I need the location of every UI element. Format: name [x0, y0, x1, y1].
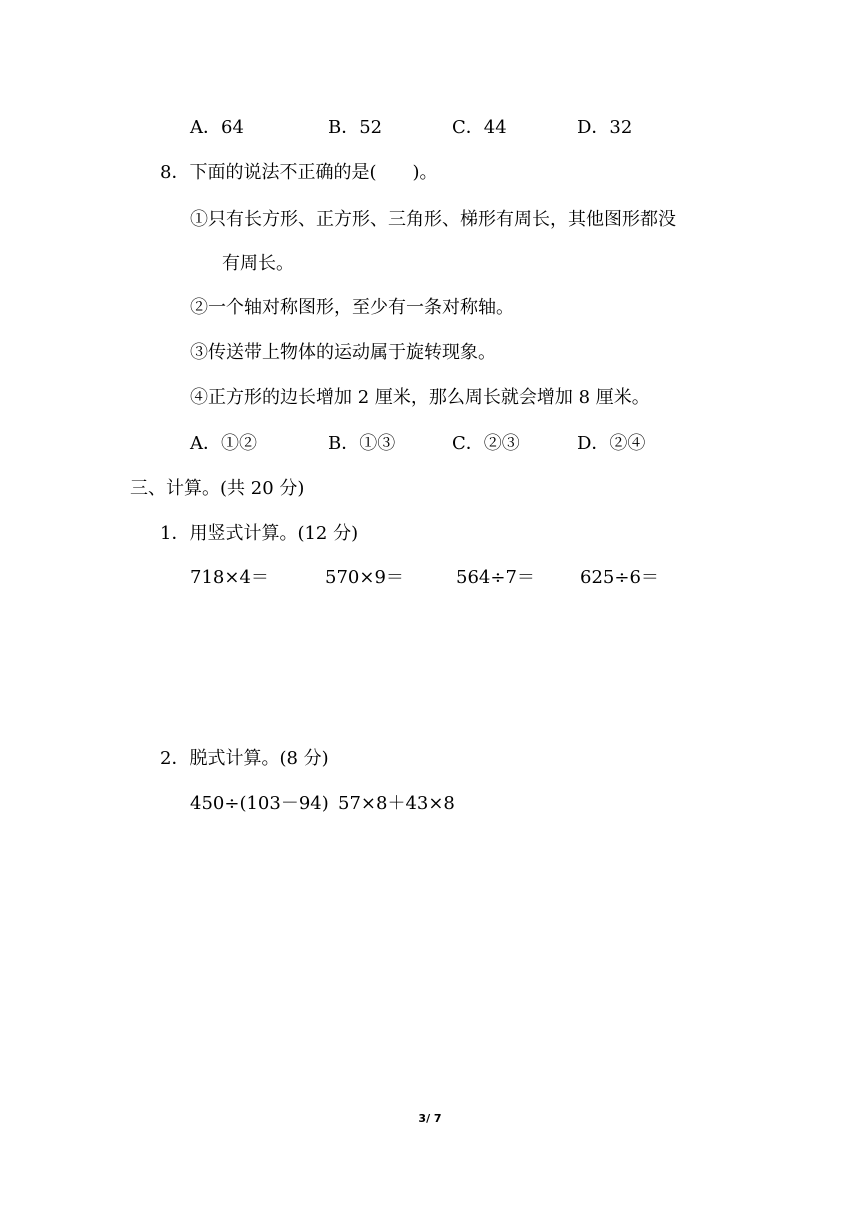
section3-part1-title: 1．用竖式计算。(12 分)	[160, 523, 359, 544]
vertical-calc-2: 570×9＝	[325, 567, 404, 588]
q8-statement-2: ②一个轴对称图形，至少有一条对称轴。	[190, 297, 514, 318]
section3-heading: 三、计算。(共 20 分)	[130, 478, 305, 499]
q7-option-d: D．32	[577, 117, 633, 138]
vertical-calc-4: 625÷6＝	[580, 567, 659, 588]
q7-option-b: B．52	[328, 117, 383, 138]
q8-stem: 8．下面的说法不正确的是( )。	[160, 162, 438, 183]
q8-option-d: D．②④	[577, 433, 646, 454]
q8-option-c: C．②③	[452, 433, 520, 454]
q8-option-b: B．①③	[328, 433, 396, 454]
q8-statement-4: ④正方形的边长增加 2 厘米，那么周长就会增加 8 厘米。	[190, 387, 650, 408]
step-calc-2: 57×8＋43×8	[338, 793, 455, 814]
section3-part2-title: 2．脱式计算。(8 分)	[160, 748, 329, 769]
vertical-calc-1: 718×4＝	[190, 567, 269, 588]
q8-statement-3: ③传送带上物体的运动属于旋转现象。	[190, 342, 496, 363]
q8-statement-1: ①只有长方形、正方形、三角形、梯形有周长，其他图形都没	[190, 209, 676, 230]
step-calc-1: 450÷(103－94)	[190, 793, 329, 814]
q7-option-a: A．64	[190, 117, 244, 138]
page-number: 3/ 7	[418, 1112, 442, 1125]
q8-statement-1-cont: 有周长。	[222, 253, 294, 274]
vertical-calc-3: 564÷7＝	[456, 567, 535, 588]
q8-option-a: A．①②	[190, 433, 257, 454]
q7-option-c: C．44	[452, 117, 507, 138]
